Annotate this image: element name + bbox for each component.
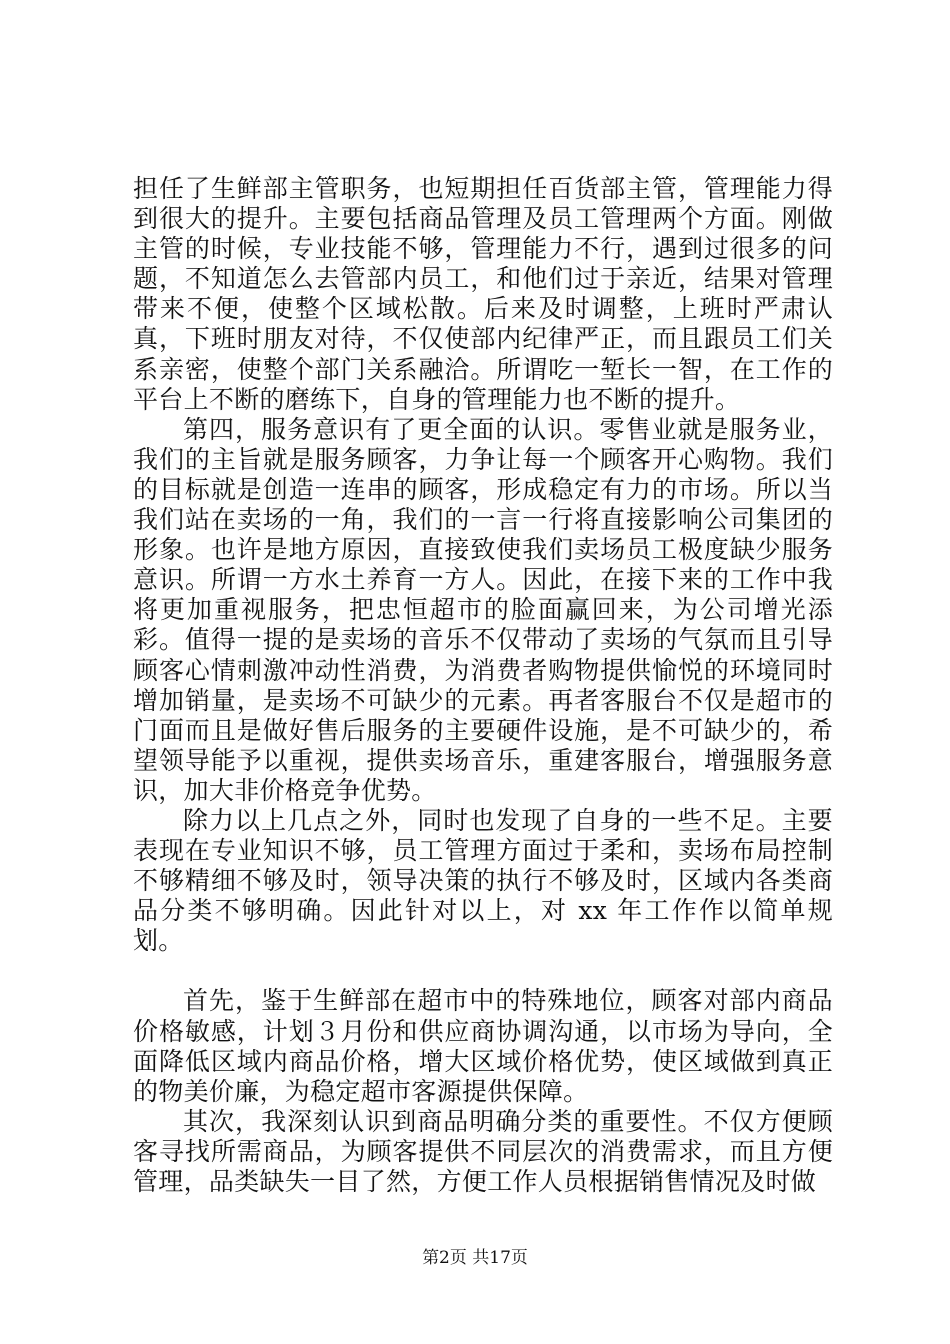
paragraph-shortcomings: 除力以上几点之外，同时也发现了自身的一些不足。主要表现在专业知识不够，员工管理方面过于柔和，卖场布局控制不够精细不够及时，领导决策的执行不够及时，区域内各类商品分类不够明确。因此针对以上，对 xx 年工作作以简单规划。 [133,805,833,956]
paragraph-management: 担任了生鲜部主管职务，也短期担任百货部主管，管理能力得到很大的提升。主要包括商品管理及员工管理两个方面。刚做主管的时候，专业技能不够，管理能力不行，遇到过很多的问题，不知道怎么去管部内员工，和他们过于亲近，结果对管理带来不便，使整个区域松散。后来及时调整，上班时严肃认真，下班时朋友对待，不仅使部内纪律严正，而且跟员工们关系亲密，使整个部门关系融洽。所谓吃一堑长一智，在工作的平台上不断的磨练下，自身的管理能力也不断的提升。 [133,174,833,414]
paragraph-second-plan: 其次，我深刻认识到商品明确分类的重要性。不仅方便顾客寻找所需商品，为顾客提供不同层次的消费需求，而且方便管理，品类缺失一目了然，方便工作人员根据销售情况及时做 [133,1106,833,1196]
paragraph-first-plan: 首先，鉴于生鲜部在超市中的特殊地位，顾客对部内商品价格敏感，计划３月份和供应商协调沟通，以市场为导向，全面降低区域内商品价格，增大区域价格优势，使区域做到真正的物美价廉，为稳定超市客源提供保障。 [133,986,833,1106]
page-number-footer: 第2页 共17页 [422,1248,528,1268]
paragraph-service: 第四，服务意识有了更全面的认识。零售业就是服务业，我们的主旨就是服务顾客，力争让每一个顾客开心购物。我们的目标就是创造一连串的顾客，形成稳定有力的市场。所以当我们站在卖场的一角，我们的一言一行将直接影响公司集团的形象。也许是地方原因，直接致使我们卖场员工极度缺少服务意识。所谓一方水土养育一方人。因此，在接下来的工作中我将更加重视服务，把忠恒超市的脸面赢回来，为公司增光添彩。值得一提的是卖场的音乐不仅带动了卖场的气氛而且引导顾客心情刺激冲动性消费，为消费者购物提供愉悦的环境同时增加销量，是卖场不可缺少的元素。再者客服台不仅是超市的门面而且是做好售后服务的主要硬件设施，是不可缺少的，希望领导能予以重视，提供卖场音乐，重建客服台，增强服务意识，加大非价格竞争优势。 [133,414,833,805]
document-body [133,174,833,1197]
paragraph-gap [133,956,833,986]
